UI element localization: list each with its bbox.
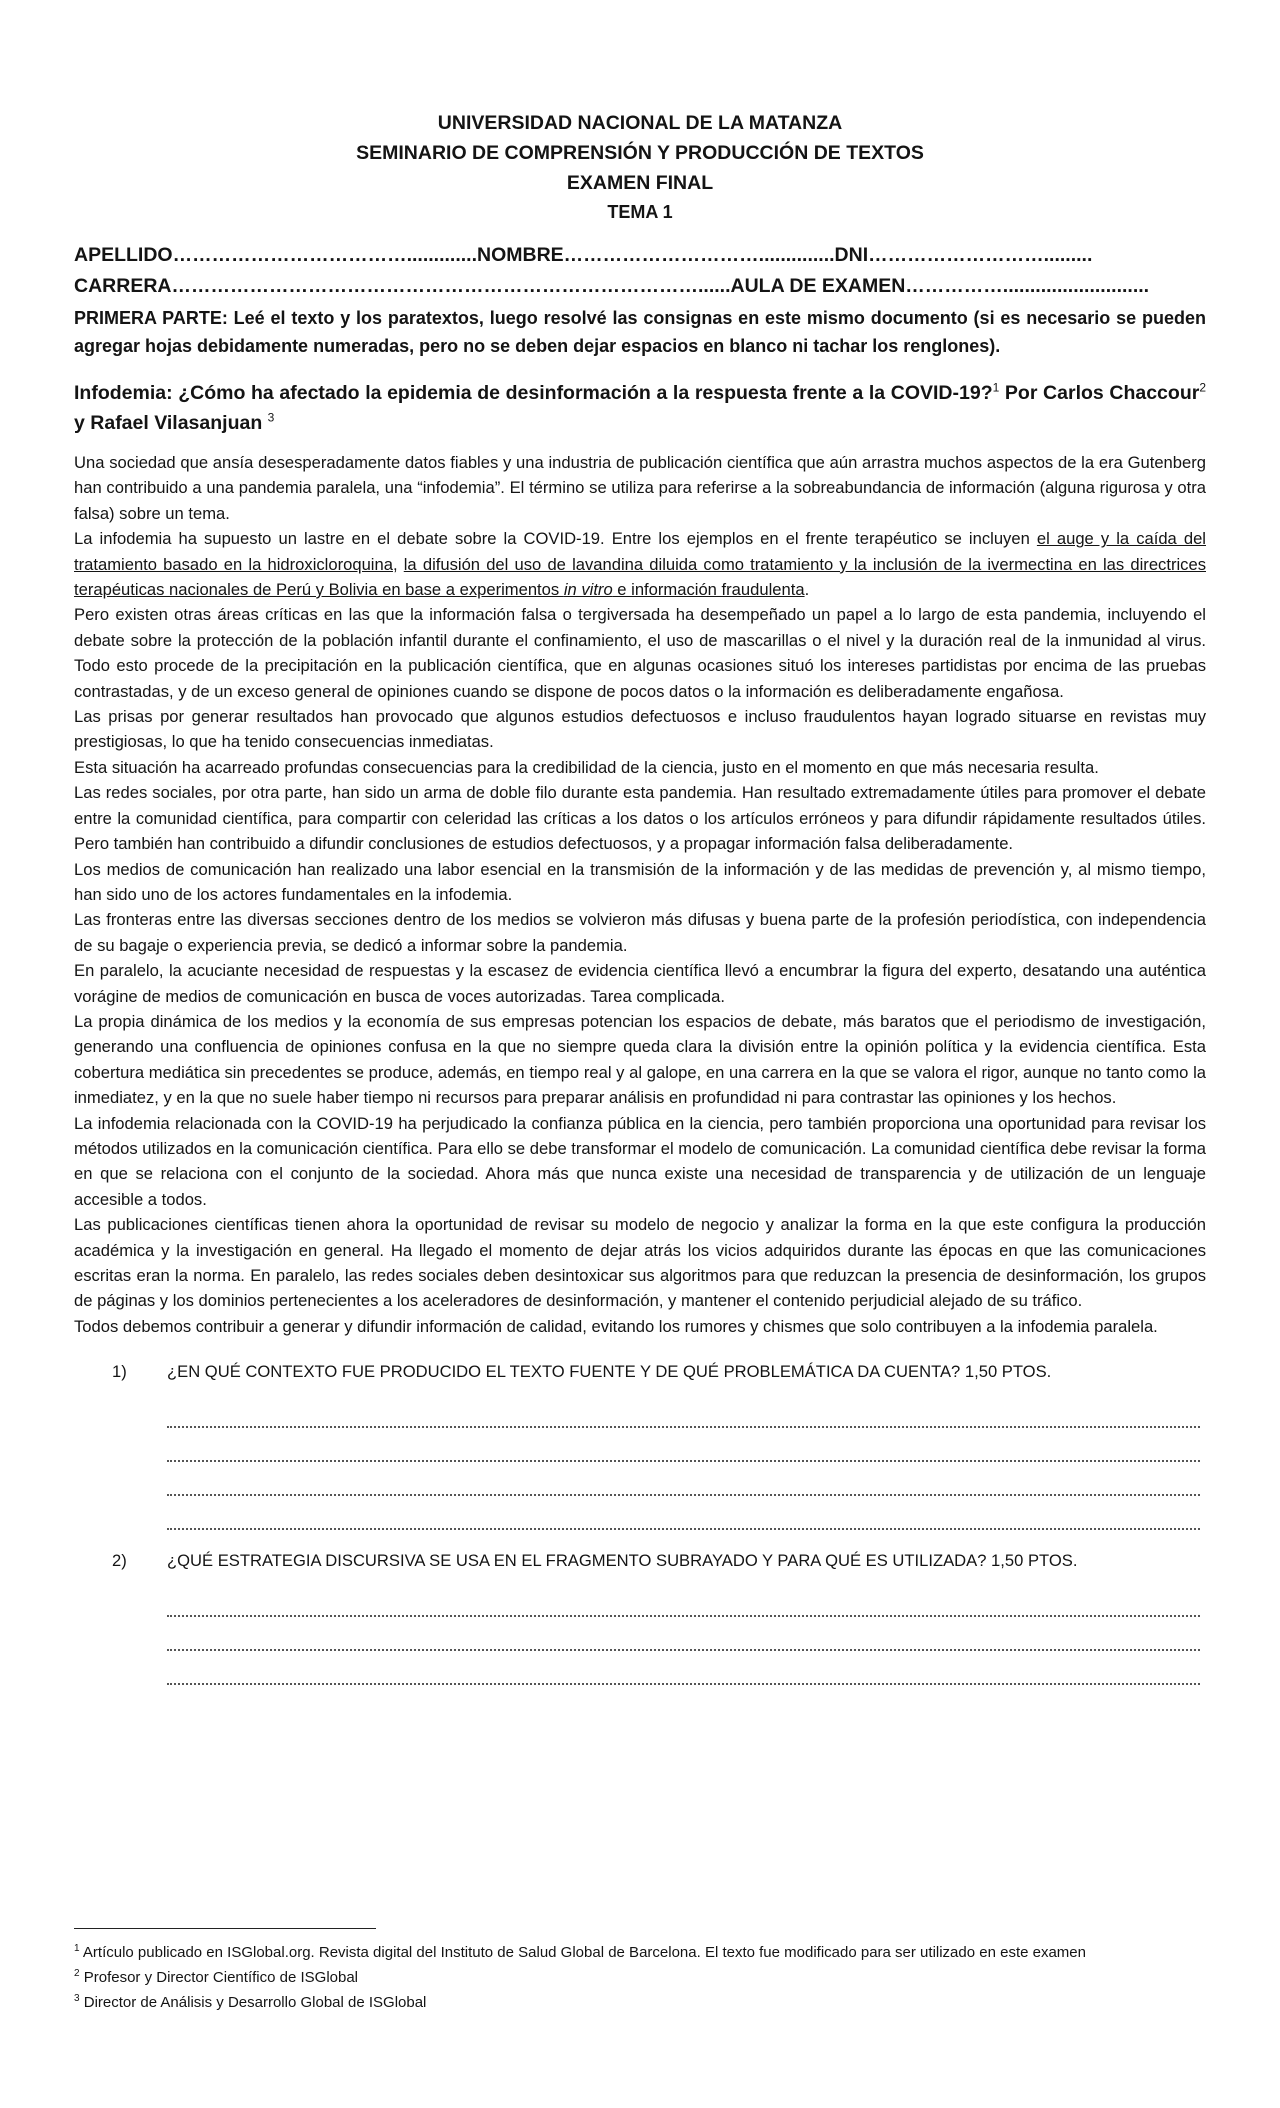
exam-tema: TEMA 1 xyxy=(607,202,673,222)
footnotes xyxy=(74,1938,1206,2013)
answer-line[interactable] xyxy=(167,1428,1200,1462)
footnote-mark: 2 xyxy=(74,1968,80,1979)
footnote-1 xyxy=(74,1938,1206,1963)
answer-area-1[interactable] xyxy=(167,1394,1206,1530)
question-number: 1) xyxy=(112,1362,127,1382)
paragraph: Las prisas por generar resultados han provocado que algunos estudios defectuosos e incluso fraudulentos hayan logrado situarse en revistas muy prestigiosas, lo que ha tenido consecuencias inmediatas. xyxy=(74,707,1206,752)
underlined-fragment: la difusión del uso de lavandina diluida como tratamiento y la inclusión de la ivermectina en las directrices terapéuticas nacionales de Perú y Bolivia en base a experimentos xyxy=(74,554,1206,600)
footnote-text: Profesor y Director Científico de ISGlobal xyxy=(79,1969,359,1986)
answer-line[interactable] xyxy=(167,1462,1200,1496)
underlined-fragment: el auge y la caída del tratamiento basado en la hidroxicloroquina xyxy=(74,529,1206,574)
career-fields-line[interactable]: CARRERA………………………………………………………………………......AULA DE EXAMEN……………........................... xyxy=(74,275,1150,297)
questions xyxy=(74,1359,1206,1685)
question-2 xyxy=(74,1548,1206,1573)
paragraph-text: . xyxy=(804,580,810,600)
paragraph: Una sociedad que ansía desesperadamente datos fiables y una industria de publicación científica que aún arrastra muchos aspectos de la era Gutenberg han contribuido a una pandemia paralela, una “infodemia”. El término se utiliza para referirse a la sobreabundancia de información (alguna rigurosa y otra falsa) sobre un tema. xyxy=(74,453,1206,523)
question-text: ¿QUÉ ESTRATEGIA DISCURSIVA SE USA EN EL FRAGMENTO SUBRAYADO Y PARA QUÉ ES UTILIZADA? 1,50 PTOS. xyxy=(167,1551,1078,1571)
footnote-text: Director de Análisis y Desarrollo Global de ISGlobal xyxy=(79,1994,427,2011)
paragraph: La infodemia relacionada con la COVID-19 ha perjudicado la confianza pública en la ciencia, pero también proporciona una oportunidad para revisar los métodos utilizados en la comunicación científica. Para ello se debe transformar el modelo de comunicación. La comunidad científica debe revisar la forma en que se relaciona con el conjunto de la sociedad. Ahora más que nunca existe una necesidad de transparencia y de utilización de un lenguaje accesible a todos. xyxy=(74,1113,1206,1209)
footnote-ref-1: 1 xyxy=(992,380,1000,395)
footnote-3 xyxy=(74,1988,1206,2013)
paragraph: Los medios de comunicación han realizado una labor esencial en la transmisión de la información y de las medidas de prevención y, al mismo tiempo, han sido uno de los actores fundamentales en la infodemia. xyxy=(74,859,1206,904)
footnote-divider xyxy=(74,1928,376,1929)
answer-line[interactable] xyxy=(167,1496,1200,1530)
footnote-text: Artículo publicado en ISGlobal.org. Revista digital del Instituto de Salud Global de Barcelona. El texto fue modificado para ser utilizado en este examen xyxy=(79,1944,1086,1961)
exam-title: EXAMEN FINAL xyxy=(566,172,714,194)
university-name: UNIVERSIDAD NACIONAL DE LA MATANZA xyxy=(437,112,843,134)
underlined-fragment: e información fraudulenta xyxy=(612,580,805,600)
paragraph: Las publicaciones científicas tienen ahora la oportunidad de revisar su modelo de negocio y analizar la forma en la que este configura la producción académica y la investigación en general. Ha llegado el momento de dejar atrás los vicios adquiridos durante las épocas en que las comunicaciones escritas eran la norma. En paralelo, las redes sociales deben desintoxicar sus algoritmos para que reduzcan la presencia de desinformación, los grupos de páginas y los dominios pertenecientes a los aceleradores de desinformación, y mantener el contenido perjudicial alejado de su tráfico. xyxy=(74,1215,1206,1311)
footnote-mark: 1 xyxy=(74,1943,80,1954)
question-number: 2) xyxy=(112,1551,127,1571)
answer-area-2[interactable] xyxy=(167,1583,1206,1685)
paragraph: Las fronteras entre las diversas secciones dentro de los medios se volvieron más difusas y buena parte de la profesión periodística, con independencia de su bagaje o experiencia previa, se dedicó a informar sobre la pandemia. xyxy=(74,910,1206,955)
article-title xyxy=(74,378,1206,438)
paragraph: Las redes sociales, por otra parte, han sido un arma de doble filo durante esta pandemia. Han resultado extremadamente útiles para promover el debate entre la comunidad científica, para compartir con celeridad las críticas a los datos o los artículos erróneos y para difundir rápidamente resultados útiles. Pero también han contribuido a difundir conclusiones de estudios defectuosos, y a propagar información falsa deliberadamente. xyxy=(74,783,1206,854)
paragraph xyxy=(74,526,1206,602)
footnote-mark: 3 xyxy=(74,1993,80,2004)
exam-page xyxy=(74,108,1206,1685)
answer-line[interactable] xyxy=(167,1651,1200,1685)
name-fields-line[interactable]: APELLIDO……………………………….............NOMBRE…………………………..............DNI………………………......... xyxy=(74,244,1093,266)
answer-line[interactable] xyxy=(167,1583,1200,1617)
article-body xyxy=(74,450,1206,1339)
answer-line[interactable] xyxy=(167,1394,1200,1428)
question-1 xyxy=(74,1359,1206,1384)
footnote-ref-2: 2 xyxy=(1199,380,1207,395)
italic-term: in vitro xyxy=(563,580,613,600)
paragraph-text: La infodemia ha supuesto un lastre en el debate sobre la COVID-19. Entre los ejemplos en el frente terapéutico se incluyen xyxy=(74,529,1037,549)
exam-header xyxy=(74,108,1206,226)
answer-line[interactable] xyxy=(167,1617,1200,1651)
author-1: Por Carlos Chaccour xyxy=(999,382,1200,404)
footnote-2 xyxy=(74,1963,1206,1988)
paragraph-text: , xyxy=(392,554,404,574)
article-title-text: Infodemia: ¿Cómo ha afectado la epidemia de desinformación a la respuesta frente a la COVID-19? xyxy=(74,382,993,404)
paragraph: En paralelo, la acuciante necesidad de respuestas y la escasez de evidencia científica llevó a encumbrar la figura del experto, desatando una auténtica vorágine de medios de comunicación en busca de voces autorizadas. Tarea complicada. xyxy=(74,961,1206,1006)
instructions: PRIMERA PARTE: Leé el texto y los paratextos, luego resolvé las consignas en este mismo documento (si es necesario se pueden agregar hojas debidamente numeradas, pero no se deben dejar espacios en blanco ni tachar los renglones). xyxy=(74,308,1206,356)
question-text: ¿EN QUÉ CONTEXTO FUE PRODUCIDO EL TEXTO FUENTE Y DE QUÉ PROBLEMÁTICA DA CUENTA? 1,50 PTOS. xyxy=(167,1362,1052,1382)
paragraph: Todos debemos contribuir a generar y difundir información de calidad, evitando los rumores y chismes que solo contribuyen a la infodemia paralela. xyxy=(74,1316,1158,1336)
paragraph: La propia dinámica de los medios y la economía de sus empresas potencian los espacios de debate, más baratos que el periodismo de investigación, generando una confluencia de opiniones confusa en la que no siempre queda clara la división entre la opinión política y la evidencia científica. Esta cobertura mediática sin precedentes se produce, además, en tiempo real y al galope, en una carrera en la que se valora el rigor, aunque no tanto como la inmediatez, y en la que no suele haber tiempo ni recursos para preparar análisis en profundidad ni para contrastar las opiniones y los hechos. xyxy=(74,1011,1206,1108)
footnote-ref-3: 3 xyxy=(267,410,275,425)
student-fields xyxy=(74,240,1206,302)
paragraph: Pero existen otras áreas críticas en las que la información falsa o tergiversada ha desempeñado un papel a lo largo de esta pandemia, incluyendo el debate sobre la protección de la población infantil durante el confinamiento, el uso de mascarillas o el nivel y la duración real de la inmunidad al virus. Todo esto procede de la precipitación en la publicación científica, que en algunas ocasiones situó los intereses partidistas por encima de las pruebas contrastadas, y de un exceso general de opiniones cuando se dispone de pocos datos o la información es deliberadamente engañosa. xyxy=(74,605,1206,701)
author-2: y Rafael Vilasanjuan xyxy=(74,412,268,434)
paragraph: Esta situación ha acarreado profundas consecuencias para la credibilidad de la ciencia, justo en el momento en que más necesaria resulta. xyxy=(74,757,1099,777)
seminar-name: SEMINARIO DE COMPRENSIÓN Y PRODUCCIÓN DE TEXTOS xyxy=(356,142,924,164)
